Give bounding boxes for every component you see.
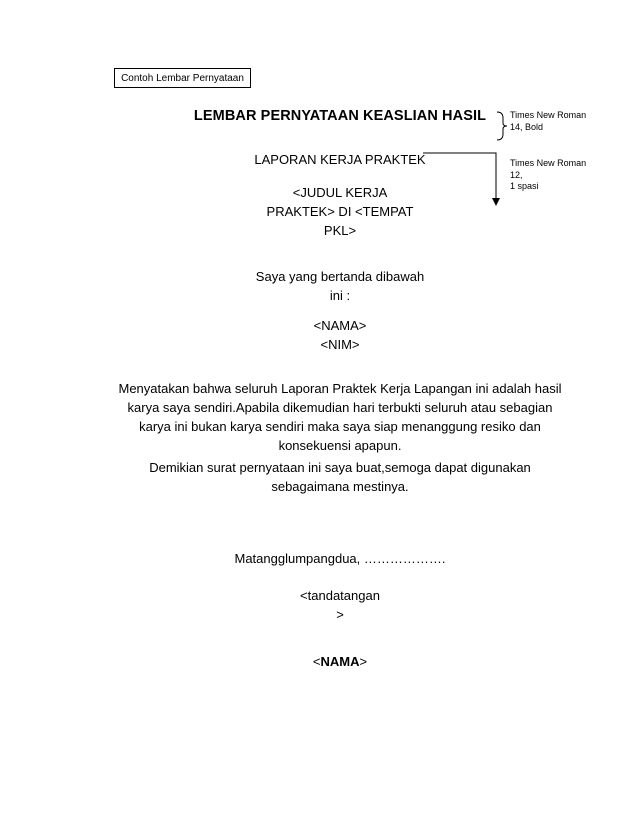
title-font-note — [510, 110, 586, 133]
closing-line: sebagaimana mestinya. — [271, 479, 409, 494]
place-date: Matangglumpangdua, ………………. — [234, 551, 446, 566]
sample-label: Contoh Lembar Pernyataan — [121, 73, 244, 84]
signature-name-text: NAMA — [320, 654, 360, 669]
title-brace-icon — [497, 112, 507, 140]
judul-block — [240, 183, 440, 240]
declarant-line: ini : — [329, 288, 351, 303]
signature-line: <tandatangan — [300, 588, 380, 603]
signature-name — [240, 652, 440, 671]
arrow-down-icon — [492, 198, 500, 206]
name-placeholder: <NAMA> — [313, 318, 367, 333]
signature-name-prefix: < — [312, 654, 321, 669]
note-line: Times New Roman — [510, 158, 587, 168]
statement-line: Menyatakan bahwa seluruh Laporan Praktek Kerja Lapangan ini adalah hasil — [118, 381, 562, 396]
declarant-line: Saya yang bertanda dibawah — [255, 269, 425, 284]
statement-paragraph — [110, 379, 570, 455]
note-line: 12, — [510, 169, 523, 180]
document-title: LEMBAR PERNYATAAN KEASLIAN HASIL — [193, 108, 487, 124]
closing-paragraph — [140, 458, 540, 496]
note-line: 1 spasi — [510, 181, 539, 191]
statement-line: konsekuensi apapun. — [278, 438, 402, 453]
judul-line: PRAKTEK> DI <TEMPAT — [266, 204, 414, 219]
statement-line: karya saya sendiri.Apabila dikemudian hari terbukti seluruh atau sebagian — [127, 400, 553, 415]
signature-placeholder — [240, 586, 440, 624]
signature-line: > — [336, 607, 344, 622]
declarant-intro — [240, 267, 440, 305]
nim-placeholder: <NIM> — [320, 337, 360, 352]
statement-line: karya ini bukan karya sendiri maka saya siap menanggung resiko dan — [139, 419, 541, 434]
body-font-note — [510, 158, 586, 193]
judul-line: PKL> — [323, 223, 357, 238]
signature-name-suffix: > — [359, 654, 368, 669]
note-line: 14, Bold — [510, 121, 544, 132]
note-line: Times New Roman — [510, 110, 587, 120]
judul-line: <JUDUL KERJA — [292, 185, 388, 200]
closing-line: Demikian surat pernyataan ini saya buat,semoga dapat digunakan — [149, 460, 531, 475]
identity-block — [240, 316, 440, 354]
report-type: LAPORAN KERJA PRAKTEK — [254, 152, 426, 167]
